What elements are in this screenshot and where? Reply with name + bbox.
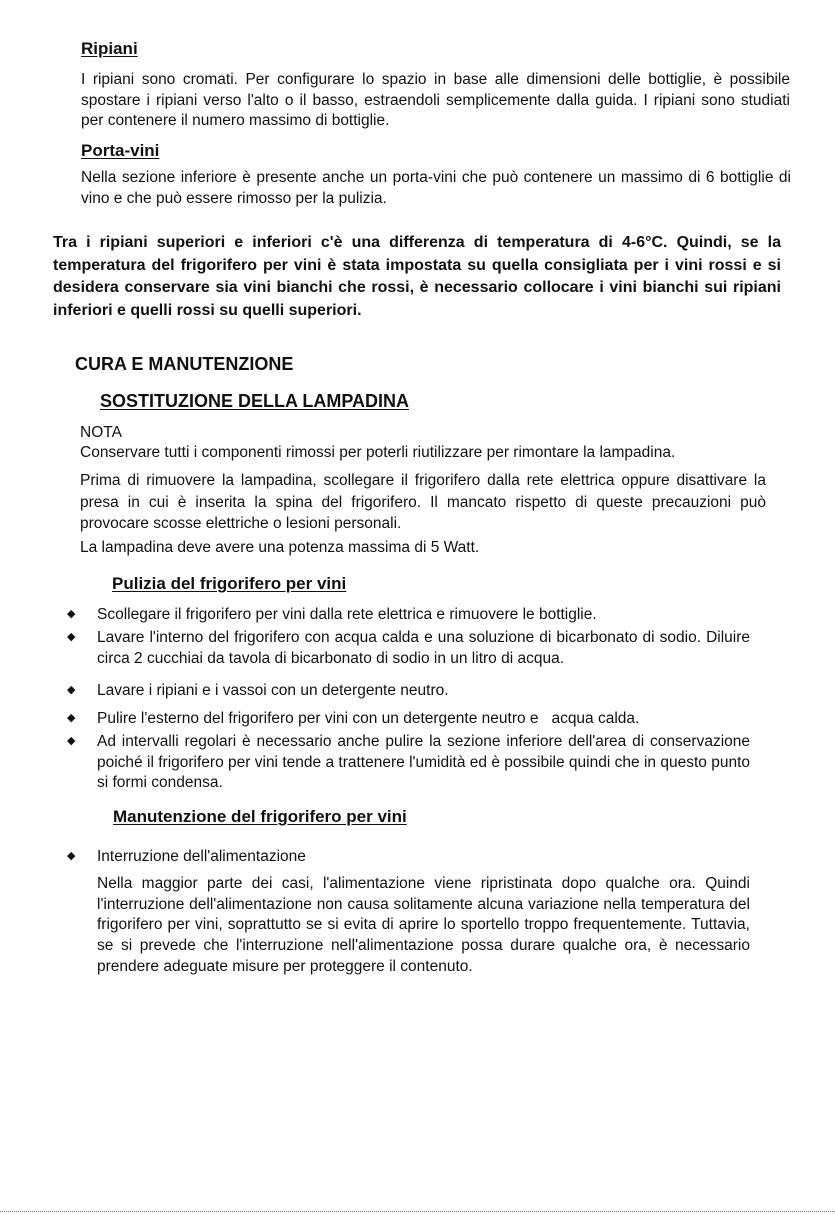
bullet-icon: ◆ — [67, 631, 76, 643]
section-title-cura: CURA E MANUTENZIONE — [75, 354, 294, 374]
lamp-heading: SOSTITUZIONE DELLA LAMPADINA — [100, 391, 409, 411]
pulizia-item-1: Scollegare il frigorifero per vini dalla rete elettrica e rimuovere le bottiglie. — [97, 606, 597, 623]
pulizia-heading: Pulizia del frigorifero per vini — [112, 574, 347, 593]
porta-vini-paragraph: Nella sezione inferiore è presente anche un porta-vini che può contenere un massimo di 6 bottiglie di vino e che può essere rimosso per la pulizia. — [81, 169, 791, 207]
bullet-icon: ◆ — [67, 850, 76, 862]
nota-label: NOTA — [80, 424, 122, 441]
bullet-icon: ◆ — [67, 684, 76, 696]
pulizia-item-4: Pulire l'esterno del frigorifero per vini con un detergente neutro e acqua calda. — [97, 710, 640, 727]
manutenzione-item-text: Nella maggior parte dei casi, l'alimentazione viene ripristinata dopo qualche ora. Quindi l'interruzione dell'alimentazione non causa solitamente alcuna variazione nella temperatura del frigorifero per vini, soprattutto se si evita di aprire lo sportello troppo frequentemente. Tuttavia, se si prevede che l'interruzione nell'alimentazione possa durare qualche ora, è necessario prendere adeguate misure per proteggere il contenuto. — [97, 875, 750, 975]
page-bottom-divider — [0, 1211, 835, 1212]
ripiani-paragraph: I ripiani sono cromati. Per configurare lo spazio in base alle dimensioni delle bottiglie, è possibile spostare i ripiani verso l'alto o il basso, estraendoli semplicemente dalla guida. I ripiani sono studiati per contenere il numero massimo di bottiglie. — [81, 71, 790, 129]
temperature-note: Tra i ripiani superiori e inferiori c'è una differenza di temperatura di 4-6°C. Quindi, se la temperatura del frigorifero per vini è stata impostata su quella consigliata per i vini rossi e si desidera conservare sia vini bianchi che rossi, è necessario collocare i vini bianchi sui ripiani inferiori e quelli rossi su quelli superiori. — [53, 234, 781, 319]
manutenzione-heading: Manutenzione del frigorifero per vini — [113, 807, 407, 826]
manutenzione-item-title: Interruzione dell'alimentazione — [97, 848, 306, 865]
lamp-warning: Prima di rimuovere la lampadina, scollegare il frigorifero dalla rete elettrica oppure disattivare la presa in cui è inserita la spina del frigorifero. Il mancato rispetto di queste precauzioni può provocare scosse elettriche o lesioni personali. — [80, 472, 766, 532]
pulizia-item-2: Lavare l'interno del frigorifero con acqua calda e una soluzione di bicarbonato di sodio. Diluire circa 2 cucchiai da tavola di bicarbonato di sodio in un litro di acqua. — [97, 629, 750, 667]
pulizia-item-3: Lavare i ripiani e i vassoi con un detergente neutro. — [97, 682, 449, 699]
pulizia-item-5: Ad intervalli regolari è necessario anche pulire la sezione inferiore dell'area di conservazione poiché il frigorifero per vini tende a trattenere l'umidità ed è possibile quindi che in questo punto si formi condensa. — [97, 733, 750, 791]
bullet-icon: ◆ — [67, 735, 76, 747]
nota-text: Conservare tutti i componenti rimossi per poterli riutilizzare per rimontare la lampadina. — [80, 444, 676, 461]
bullet-icon: ◆ — [67, 712, 76, 724]
porta-vini-heading: Porta-vini — [81, 141, 160, 160]
ripiani-heading: Ripiani — [81, 39, 138, 58]
lamp-power: La lampadina deve avere una potenza massima di 5 Watt. — [80, 539, 480, 556]
bullet-icon: ◆ — [67, 608, 76, 620]
